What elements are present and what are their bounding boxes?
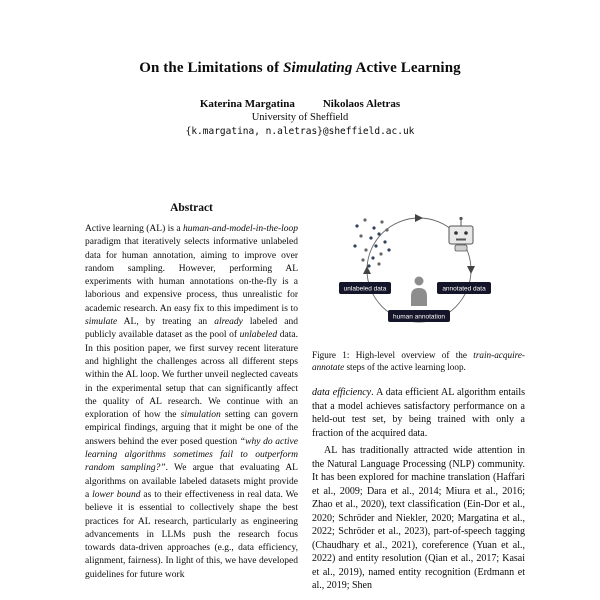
left-column bbox=[85, 202, 298, 600]
annotated-data-label: annotated data bbox=[441, 285, 486, 293]
right-column bbox=[312, 202, 525, 600]
body-paragraph-1: data efficiency. A data efficient AL algorithm entails that a model achieves satisfactory performance on a held-out test set, by being trained with only a fraction of the acquired data. bbox=[312, 387, 525, 439]
abstract-text: Active learning (AL) is a human-and-model-in-the-loop paradigm that iteratively selects informative unlabeled data for human annotation, aiming to improve over random sampling. However, performing AL experiments with human annotations on-the-fly is a laborious and expensive process, thus unrealistic for academic research. An easy fix to this impediment is to simulate AL, by treating an already labeled and publicly available dataset as the pool of unlabeled data. In this position paper, we first survey recent literature and highlight the challenges across all different steps within the AL loop. We further unveil neglected caveats in the experimental setup that can significantly affect the quality of AL research. We continue with an exploration of how the simulation setting can govern empirical findings, arguing that it might be one of the answers behind the ever posed question “why do active learning algorithms sometimes fail to outperform random sampling?”. We argue that evaluating AL algorithms on available labeled datasets might provide a lower bound as to their effectiveness in real data. We believe it is essential to collectively shape the best practices for AL research, particularly as engineering advancements in LLMs push the research focus towards data-driven approaches (e.g., data efficiency, alignment, fairness). In light of this, we have developed guidelines for future work bbox=[85, 224, 298, 580]
abstract-heading: Abstract bbox=[170, 202, 213, 214]
model-robot-icon bbox=[449, 217, 473, 251]
data-scatter-icon bbox=[353, 218, 390, 267]
figure-1 bbox=[312, 202, 525, 373]
human-annotation-box bbox=[388, 310, 450, 322]
annotated-data-box bbox=[437, 282, 491, 294]
figure-caption: Figure 1: High-level overview of the train-acquire-annotate steps of the active learning loop. bbox=[312, 350, 525, 372]
person-icon bbox=[411, 277, 427, 307]
paper-header bbox=[0, 60, 600, 137]
arrow-right-icon bbox=[467, 266, 475, 274]
author-2: Nikolaos Aletras bbox=[322, 98, 401, 110]
author-line bbox=[0, 98, 600, 110]
arrow-top-icon bbox=[415, 214, 423, 222]
author-emails: {k.margatina, n.aletras}@sheffield.ac.uk bbox=[185, 126, 415, 137]
body-paragraph-2: AL has traditionally attracted wide attention in the Natural Language Processing (NLP) community. It has been explored for machine translation (Haffari et al., 2009; Dara et al., 2014; Miura et al., 2016; Zhao et al., 2020), text classification (Ein-Dor et al., 2020; Schröder and Niekler, 2020; Margatina et al., 2022; Schröder et al., 2023), part-of-speech tagging (Chaudhary et al., 2021), coreference (Yuan et al., 2022) and entity resolution (Qian et al., 2017; Kasai et al., 2019), named entity recognition (Erdmann et al., 2019; Shen bbox=[312, 445, 525, 591]
human-annotation-label: human annotation bbox=[392, 313, 445, 321]
affiliation: University of Sheffield bbox=[251, 112, 349, 123]
author-1: Katerina Margatina bbox=[199, 98, 295, 110]
unlabeled-data-label: unlabeled data bbox=[343, 285, 386, 293]
active-learning-loop-diagram bbox=[319, 202, 519, 342]
unlabeled-data-box bbox=[339, 282, 391, 294]
paper-title: On the Limitations of Simulating Active Learning bbox=[139, 60, 461, 76]
